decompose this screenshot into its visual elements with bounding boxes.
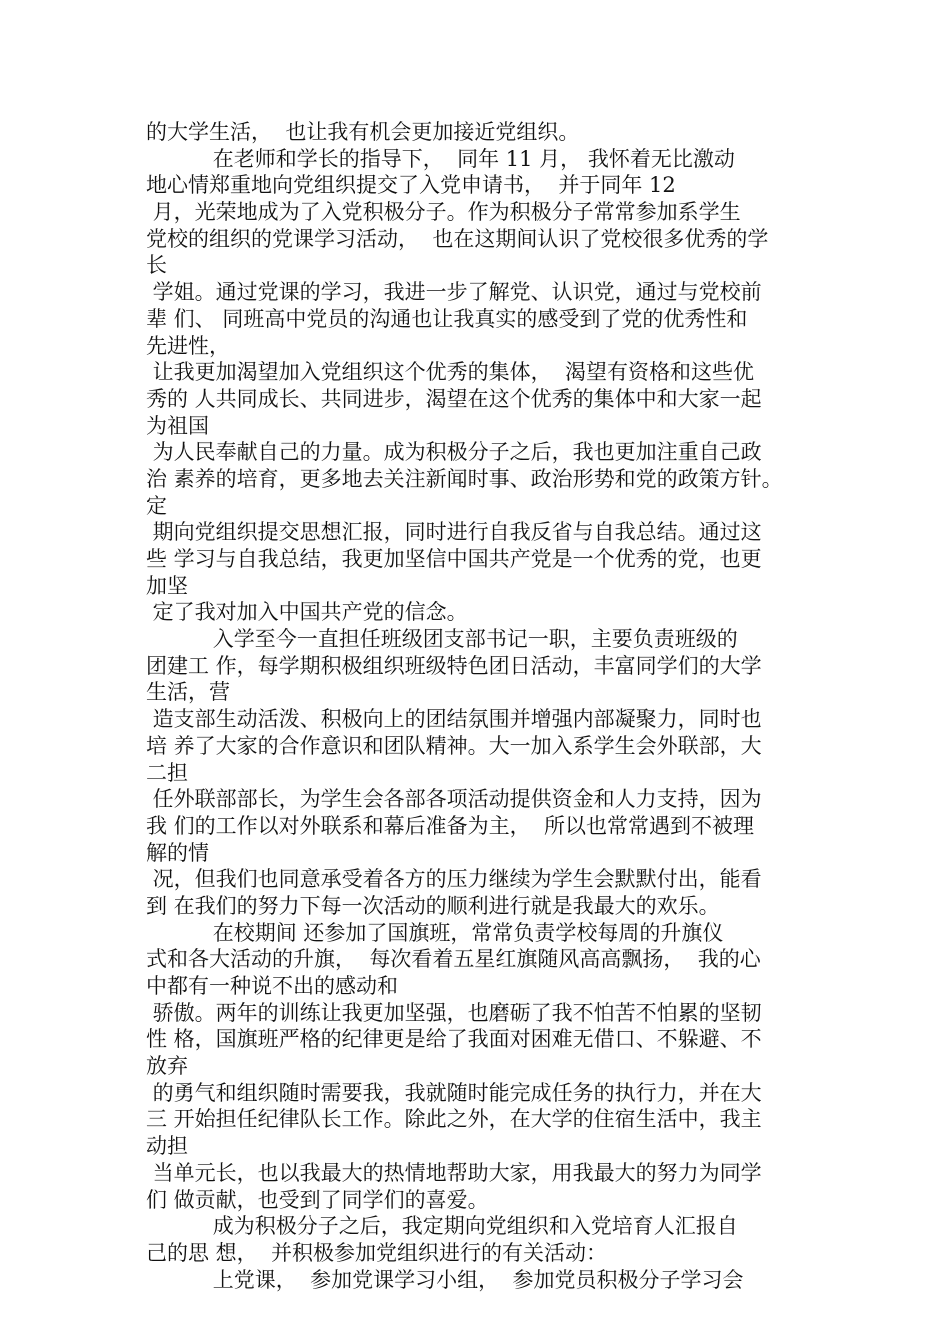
text-line: 学姐。通过党课的学习，我进一步了解党、认识党，通过与党校前 xyxy=(146,280,762,305)
text-line: 地心情郑重地向党组织提交了入党申请书， 并于同年 12 xyxy=(146,173,676,198)
text-line: 治 素养的培育，更多地去关注新闻时事、政治形势和党的政策方针。 xyxy=(146,466,783,491)
text-line: 些 学习与自我总结，我更加坚信中国共产党是一个优秀的党，也更 xyxy=(146,547,762,571)
text-line: 定了我对加入中国共产党的信念。 xyxy=(146,600,468,625)
text-line: 先进性， xyxy=(146,333,230,358)
text-line: 让我更加渴望加入党组织这个优秀的集体， 渴望有资格和这些优 xyxy=(146,360,755,385)
text-line: 中都有一种说不出的感动和 xyxy=(146,974,398,998)
text-line: 式和各大活动的升旗， 每次看着五星红旗随风高高飘扬， 我的心 xyxy=(146,947,761,972)
text-line: 我 们的工作以对外联系和幕后准备为主， 所以也常常遇到不被理 xyxy=(146,813,755,838)
text-line: 到 在我们的努力下每一次活动的顺利进行就是我最大的欢乐。 xyxy=(146,893,720,918)
text-line: 定 xyxy=(146,493,167,518)
text-line: 们 做贡献，也受到了同学们的喜爱。 xyxy=(146,1187,489,1212)
text-line: 三 开始担任纪律队长工作。除此之外，在大学的住宿生活中，我主 xyxy=(146,1107,762,1132)
text-line: 在校期间 还参加了国旗班，常常负责学校每周的升旗仪 xyxy=(146,920,724,945)
text-line: 性 格，国旗班严格的纪律更是给了我面对困难无借口、不躲避、不 xyxy=(146,1027,762,1052)
text-line: 二担 xyxy=(146,760,188,785)
text-line: 长 xyxy=(146,253,167,278)
text-line: 放弃 xyxy=(146,1054,188,1079)
text-line: 为祖国 xyxy=(146,413,209,438)
text-line: 生活，营 xyxy=(146,680,230,705)
text-line: 辈 们、 同班高中党员的沟通也让我真实的感受到了党的优秀性和 xyxy=(146,306,748,331)
text-line: 况，但我们也同意承受着各方的压力继续为学生会默默付出，能看 xyxy=(146,867,762,892)
text-line: 秀的 人共同成长、共同进步，渴望在这个优秀的集体中和大家一起 xyxy=(146,386,762,411)
text-line: 上党课， 参加党课学习小组， 参加党员积极分子学习会 xyxy=(146,1267,744,1292)
text-line: 造支部生动活泼、积极向上的团结氛围并增强内部凝聚力，同时也 xyxy=(146,707,762,732)
text-line: 培 养了大家的合作意识和团队精神。大一加入系学生会外联部，大 xyxy=(146,733,762,758)
text-line: 党校的组织的党课学习活动， 也在这期间认识了党校很多优秀的学 xyxy=(146,226,769,251)
text-line: 的勇气和组织随时需要我，我就随时能完成任务的执行力，并在大 xyxy=(146,1080,762,1105)
text-line: 己的思 想， 并积极参加党组织进行的有关活动： xyxy=(146,1240,608,1265)
text-line: 在老师和学长的指导下， 同年 11 月， 我怀着无比激动 xyxy=(146,146,735,171)
text-line: 的大学生活， 也让我有机会更加接近党组织。 xyxy=(146,120,580,144)
text-line: 解的情 xyxy=(146,840,209,865)
text-line: 月，光荣地成为了入党积极分子。作为积极分子常常参加系学生 xyxy=(146,200,741,225)
text-line: 为人民奉献自己的力量。成为积极分子之后，我也更加注重自己政 xyxy=(146,440,762,465)
text-line: 成为积极分子之后，我定期向党组织和入党培育人汇报自 xyxy=(146,1214,738,1239)
text-line: 骄傲。两年的训练让我更加坚强，也磨砺了我不怕苦不怕累的坚韧 xyxy=(146,1000,762,1025)
text-line: 团建工 作，每学期积极组织班级特色团日活动，丰富同学们的大学 xyxy=(146,653,762,678)
text-line: 当单元长，也以我最大的热情地帮助大家，用我最大的努力为同学 xyxy=(146,1160,762,1185)
document-body xyxy=(146,119,826,1293)
text-line: 任外联部部长，为学生会各部各项活动提供资金和人力支持，因为 xyxy=(146,787,762,812)
text-line: 入学至今一直担任班级团支部书记一职，主要负责班级的 xyxy=(146,627,738,652)
text-line: 加坚 xyxy=(146,573,188,598)
text-line: 动担 xyxy=(146,1134,188,1159)
text-line: 期向党组织提交思想汇报，同时进行自我反省与自我总结。通过这 xyxy=(146,520,762,545)
